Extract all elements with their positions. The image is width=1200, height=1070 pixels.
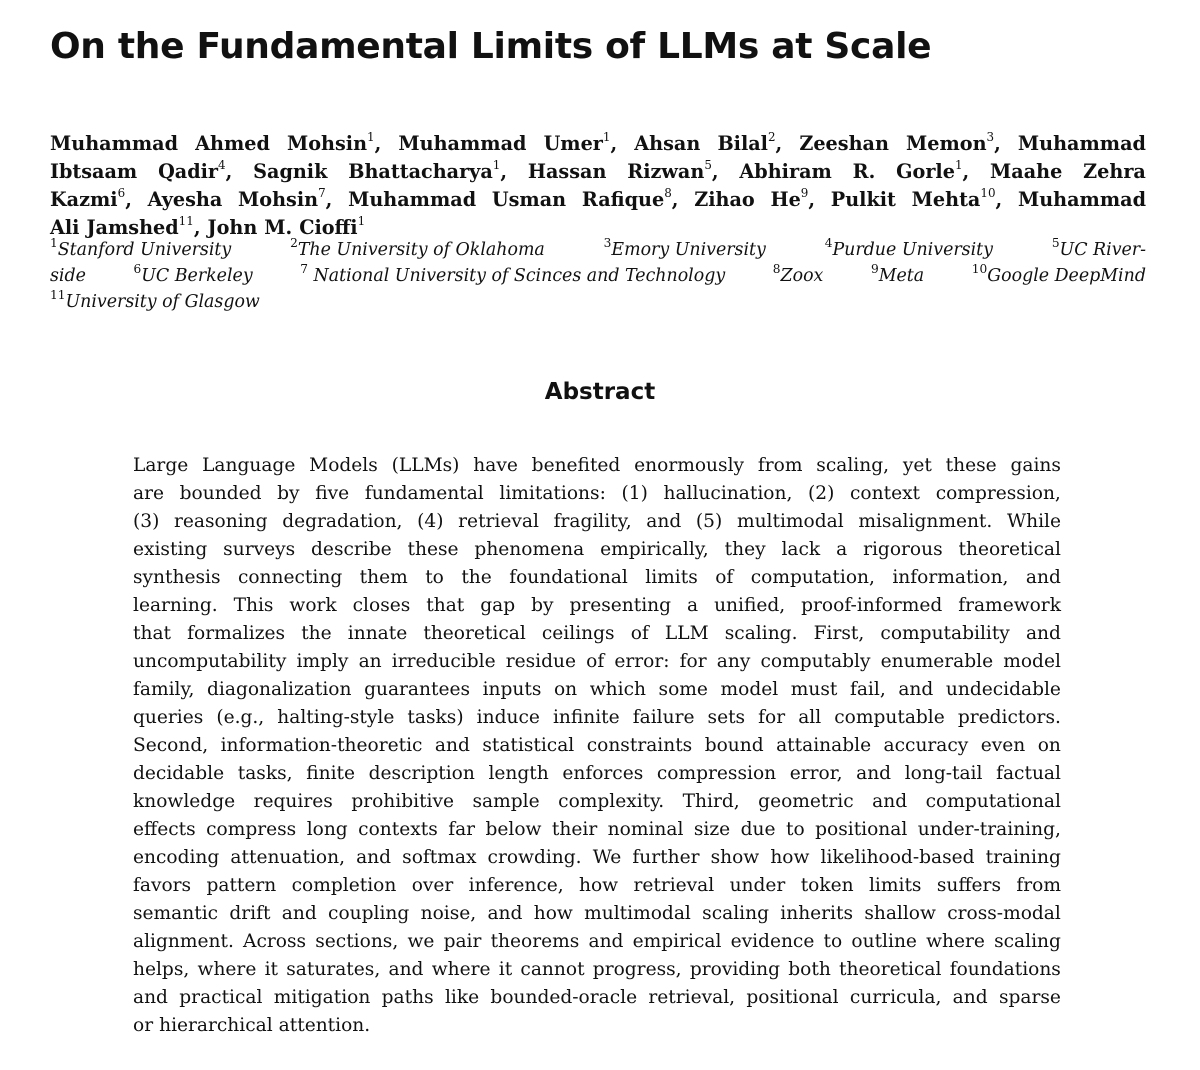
affiliation-number: 2 — [290, 236, 298, 250]
affiliation-number: 11 — [50, 288, 66, 302]
affiliation-marker: 1 — [602, 130, 611, 145]
affiliation-name: Google DeepMind — [987, 266, 1146, 286]
affiliation-number: 4 — [824, 236, 833, 250]
affiliation-list — [50, 237, 1146, 315]
author-name-token: Mehta$^{10}$, — [911, 186, 1003, 211]
author-name-token: Ahsan — [634, 132, 701, 155]
affiliation-name: UC Berkeley — [141, 266, 253, 286]
affiliation-number: 7 — [300, 262, 308, 276]
affiliation-item — [134, 263, 253, 289]
author-name-token: Sagnik — [253, 160, 328, 183]
author-name-token: Mohsin$^1$, — [287, 130, 382, 155]
affiliation-marker: 4 — [218, 158, 226, 173]
author-name-token: Hassan — [527, 160, 607, 183]
affiliation-marker: 1 — [492, 158, 501, 173]
affiliation-marker: 9 — [800, 186, 809, 201]
affiliation-number: 3 — [603, 236, 612, 250]
affiliation-item — [825, 237, 993, 263]
affiliation-number: 5 — [1051, 236, 1060, 250]
abstract-line: knowledge requires prohibitive sample complexity. Third, geometric and computational — [133, 791, 1061, 812]
abstract-line: uncomputability imply an irreducible residue of error: for any computably enumerable model — [133, 651, 1061, 672]
author-name-token: Muhammad — [398, 132, 527, 155]
affiliation-name: Purdue University — [832, 240, 993, 260]
author-name-token: Bhattacharya$^1$, — [348, 158, 508, 183]
affiliation-item — [871, 263, 924, 289]
abstract-line: Second, information-theoretic and statistical constraints bound attainable accuracy even on — [133, 735, 1061, 756]
affiliation-name: Zoox — [780, 266, 824, 286]
affiliation-item — [972, 263, 1146, 289]
affiliation-name: Emory University — [611, 240, 766, 260]
abstract-line: decidable tasks, finite description length enforces compression error, and long-tail factual — [133, 763, 1061, 784]
affiliation-marker: 11 — [178, 214, 194, 229]
affiliation-marker: 1 — [954, 158, 963, 173]
affiliation-name: National University of Scinces and Technology — [308, 266, 726, 286]
affiliation-number: 6 — [133, 262, 142, 276]
affiliation-name: Meta — [878, 266, 925, 286]
author-name-token: Muhammad — [1017, 188, 1146, 211]
abstract-body — [133, 452, 1061, 1040]
affiliation-marker: 2 — [767, 130, 776, 145]
affiliation-name: The University of Oklahoma — [297, 240, 545, 260]
author-name-token: Maahe — [990, 160, 1063, 183]
affiliation-number: 10 — [971, 262, 988, 276]
author-name-token: Qadir$^4$, — [158, 158, 233, 183]
author-name-token: He$^9$, — [770, 186, 816, 211]
affiliation-item — [300, 263, 725, 289]
author-name-token: R. — [852, 160, 876, 183]
author-name-token: Mohsin$^7$, — [238, 186, 333, 211]
affiliation-line — [50, 237, 1146, 263]
affiliation-item — [50, 289, 260, 315]
affiliation-name: Stanford University — [57, 240, 232, 260]
author-name-token: Ahmed — [195, 132, 270, 155]
abstract-line: helps, where it saturates, and where it cannot progress, providing both theoretical foundations — [133, 959, 1061, 980]
affiliation-item — [290, 237, 545, 263]
author-name-token: Pulkit — [830, 188, 896, 211]
affiliation-item — [50, 263, 86, 289]
abstract-line: favors pattern completion over inference, how retrieval under token limits suffers from — [133, 875, 1061, 896]
author-name-token: Muhammad — [50, 132, 179, 155]
affiliation-name: side — [50, 266, 86, 286]
affiliation-number: 9 — [870, 262, 879, 276]
paper-title: On the Fundamental Limits of LLMs at Scale — [50, 26, 932, 67]
author-name-token: Kazmi$^6$, — [50, 186, 132, 211]
author-name-token: Ali — [50, 216, 80, 239]
abstract-line: and practical mitigation paths like bounded-oracle retrieval, positional curricula, and sparse — [133, 987, 1061, 1008]
author-line — [50, 186, 1146, 214]
author-name-token: Zehra — [1083, 160, 1146, 183]
author-name-token: Rafique$^8$, — [581, 186, 679, 211]
affiliation-marker: 6 — [117, 186, 126, 201]
author-name-token: Jamshed$^{11}$, — [86, 214, 201, 239]
affiliation-name: UC River- — [1059, 240, 1146, 260]
author-name-token: Usman — [491, 188, 567, 211]
author-name-token: Memon$^3$, — [906, 130, 1001, 155]
abstract-heading: Abstract — [544, 379, 656, 405]
author-line — [50, 130, 1146, 158]
abstract-line: (3) reasoning degradation, (4) retrieval fragility, and (5) multimodal misalignment. While — [133, 511, 1061, 532]
abstract-line: encoding attenuation, and softmax crowding. We further show how likelihood-based training — [133, 847, 1061, 868]
abstract-line: existing surveys describe these phenomena empirically, they lack a rigorous theoretical — [133, 539, 1061, 560]
abstract-line: family, diagonalization guarantees inputs on which some model must fail, and undecidable — [133, 679, 1061, 700]
author-name-token: Zeeshan — [799, 132, 889, 155]
affiliation-marker: 10 — [980, 186, 996, 201]
author-name-token: John — [207, 216, 258, 239]
affiliation-number: 8 — [772, 262, 781, 276]
affiliation-number: 1 — [50, 236, 58, 250]
affiliation-marker: 3 — [986, 130, 995, 145]
affiliation-marker: 1 — [357, 214, 366, 229]
affiliation-line — [50, 289, 1146, 315]
abstract-line: are bounded by five fundamental limitations: (1) hallucination, (2) context compression, — [133, 483, 1061, 504]
affiliation-item — [773, 263, 824, 289]
author-name-token: Cioffi$^1$ — [299, 214, 366, 239]
author-name-token: Abhiram — [739, 160, 832, 183]
abstract-line: alignment. Across sections, we pair theorems and empirical evidence to outline where scaling — [133, 931, 1061, 952]
abstract-line: that formalizes the innate theoretical ceilings of LLM scaling. First, computability and — [133, 623, 1061, 644]
affiliation-item — [50, 237, 231, 263]
author-name-token: Umer$^1$, — [543, 130, 618, 155]
author-line — [50, 158, 1146, 186]
author-name-token: Bilal$^2$, — [717, 130, 783, 155]
affiliation-item — [1052, 237, 1146, 263]
abstract-line: Large Language Models (LLMs) have benefited enormously from scaling, yet these gains — [133, 455, 1061, 476]
abstract-line: effects compress long contexts far below their nominal size due to positional under-training, — [133, 819, 1061, 840]
affiliation-name: University of Glasgow — [65, 292, 260, 312]
author-name-token: Muhammad — [348, 188, 477, 211]
affiliation-item — [604, 237, 766, 263]
affiliation-marker: 7 — [318, 186, 326, 201]
abstract-line: queries (e.g., halting-style tasks) induce infinite failure sets for all computable predictors. — [133, 707, 1061, 728]
abstract-line: learning. This work closes that gap by presenting a unified, proof-informed framework — [133, 595, 1061, 616]
author-list — [50, 130, 1146, 242]
abstract-line: or hierarchical attention. — [133, 1015, 371, 1036]
author-name-token: Ayesha — [147, 188, 223, 211]
abstract-line: semantic drift and coupling noise, and how multimodal scaling inherits shallow cross-modal — [133, 903, 1061, 924]
author-name-token: Zihao — [694, 188, 755, 211]
author-name-token: Rizwan$^5$, — [627, 158, 719, 183]
affiliation-marker: 1 — [367, 130, 375, 145]
affiliation-line — [50, 263, 1146, 289]
abstract-line: synthesis connecting them to the foundational limits of computation, information, and — [133, 567, 1061, 588]
author-name-token: Muhammad — [1017, 132, 1146, 155]
author-name-token: Ibtsaam — [50, 160, 138, 183]
affiliation-marker: 5 — [704, 158, 712, 173]
author-name-token: M. — [264, 216, 293, 239]
affiliation-marker: 8 — [664, 186, 672, 201]
author-name-token: Gorle$^1$, — [896, 158, 970, 183]
